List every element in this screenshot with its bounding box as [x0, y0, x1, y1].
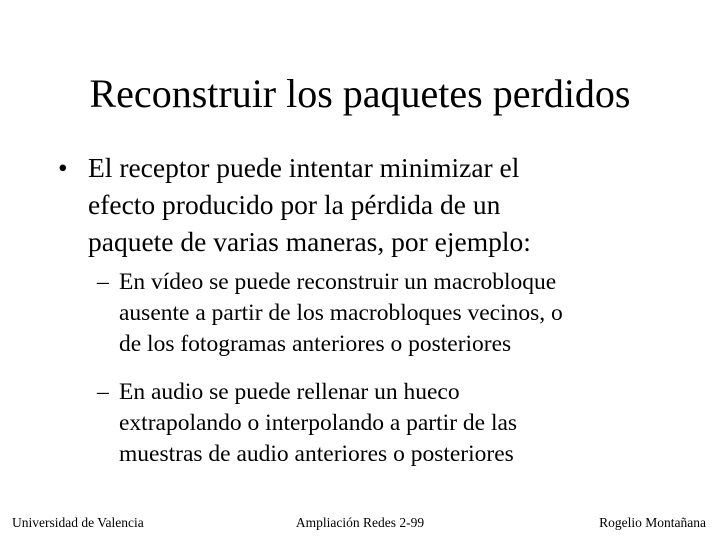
- slide-title: Reconstruir los paquetes perdidos: [89, 71, 631, 116]
- footer-course: Ampliación Redes 2-99: [295, 515, 425, 530]
- main-bullet: [58, 149, 678, 260]
- bullet-text: El receptor puede intentar minimizar el efecto producido por la pérdida de un paquete de varias maneras, por ejemplo:: [88, 152, 531, 257]
- sub-bullet-audio: [97, 377, 687, 470]
- sub-bullet-text: En vídeo se puede reconstruir un macrobloque ausente a partir de los macrobloques vecinos, o de los fotogramas anteriores o posteriores: [119, 269, 563, 357]
- sub-bullet-text: En audio se puede rellenar un hueco extrapolando o interpolando a partir de las muestras de audio anteriores o posteriores: [119, 379, 518, 467]
- sub-bullet-marker: –: [97, 269, 109, 295]
- sub-bullet-video: [97, 267, 687, 360]
- sub-bullet-marker: –: [97, 379, 109, 405]
- footer-institution: Universidad de Valencia: [12, 515, 144, 530]
- footer-author: Rogelio Montañana: [599, 515, 706, 530]
- bullet-marker: •: [58, 152, 68, 183]
